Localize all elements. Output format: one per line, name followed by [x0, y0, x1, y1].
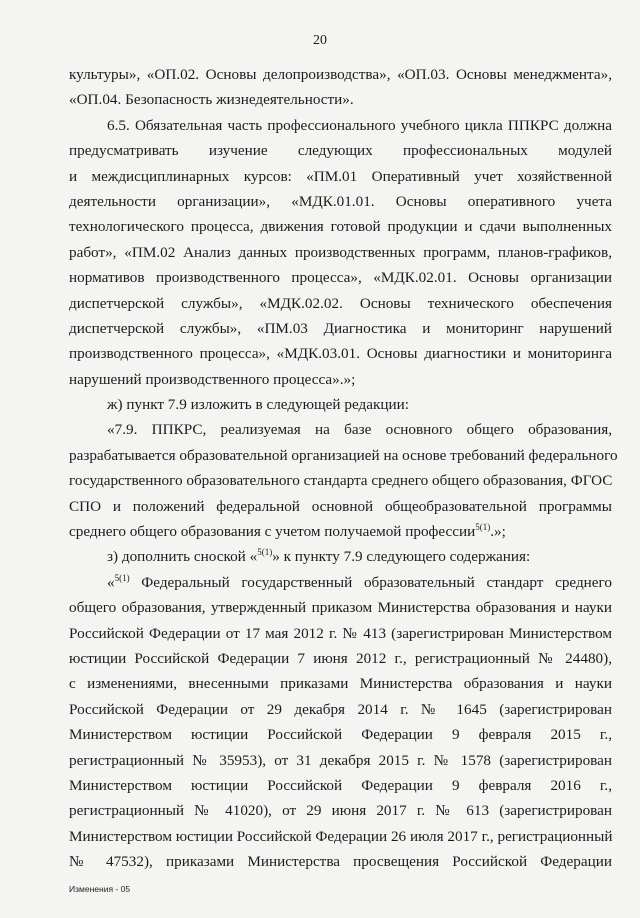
- text-line: [69, 671, 612, 696]
- text-line: [69, 367, 612, 392]
- text-line: [69, 570, 612, 595]
- text-line: [69, 773, 612, 798]
- line-text-after: » к пункту 7.9 следующего содержания:: [272, 548, 531, 566]
- text-line: [69, 62, 612, 87]
- line-text: Министерством юстиции Российской Федерации 9 февраля 2016 г.,: [69, 776, 612, 794]
- line-text: технологического процесса, движения готовой продукции и сдачи выполненных: [69, 218, 612, 236]
- document-body: [69, 62, 618, 875]
- line-text: деятельности организации», «МДК.01.01. Основы оперативного учета: [69, 192, 612, 210]
- text-line: [69, 722, 612, 747]
- line-text: производственного процесса», «МДК.03.01. Основы диагностики и мониторинга: [69, 345, 612, 363]
- text-line: [69, 417, 612, 442]
- text-line: [69, 392, 612, 417]
- line-text: Российской Федерации от 17 мая 2012 г. № 413 (зарегистрирован Министерством: [69, 624, 612, 642]
- text-line: [69, 824, 612, 849]
- text-line: [69, 265, 612, 290]
- text-line: [69, 621, 612, 646]
- line-text: культуры», «ОП.02. Основы делопроизводства», «ОП.03. Основы менеджмента»,: [69, 66, 612, 83]
- line-text: с изменениями, внесенными приказами Министерства образования и науки: [69, 675, 612, 693]
- text-line: [69, 214, 612, 239]
- footer-label: Изменения - 05: [69, 884, 131, 894]
- text-line: [69, 494, 612, 519]
- line-text: Министерством юстиции Российской Федерации 26 июля 2017 г., регистрационный: [69, 827, 613, 845]
- text-line: [69, 138, 612, 163]
- line-text: регистрационный № 35953), от 31 декабря 2015 г. № 1578 (зарегистрирован: [69, 751, 612, 769]
- line-text: среднего общего образования с учетом получаемой профессии: [69, 523, 476, 541]
- text-line: [69, 544, 612, 569]
- line-text: диспетчерской службы», «ПМ.03 Диагностика и мониторинг нарушений: [69, 319, 612, 337]
- text-line: [69, 341, 612, 366]
- line-text-after: .»;: [490, 523, 506, 541]
- text-line: [69, 291, 612, 316]
- footnote-ref: 5(1): [257, 547, 273, 558]
- text-line: [69, 164, 612, 189]
- line-text: № 47532), приказами Министерства просвещения Российской Федерации: [69, 853, 612, 871]
- footnote-ref: 5(1): [114, 572, 130, 583]
- line-text: предусматривать изучение следующих профессиональных модулей: [69, 142, 612, 160]
- text-line: [69, 240, 612, 265]
- line-text: нарушений производственного процесса».»;: [69, 370, 356, 388]
- line-text-after: Федеральный государственный образовательный стандарт среднего: [129, 573, 612, 591]
- line-text: общего образования, утвержденный приказом Министерства образования и науки: [69, 599, 612, 617]
- line-text: СПО и положений федеральной основной общеобразовательной программы: [69, 497, 612, 515]
- page-number: 20: [313, 33, 327, 48]
- text-line: [69, 849, 612, 874]
- footnote-ref: 5(1): [475, 522, 491, 533]
- line-text: работ», «ПМ.02 Анализ данных производственных программ, планов-графиков,: [69, 243, 612, 261]
- line-text: Российской Федерации от 29 декабря 2014 г. № 1645 (зарегистрирован: [69, 700, 612, 718]
- text-line: [69, 798, 612, 823]
- line-text: «7.9. ППКРС, реализуемая на базе основного общего образования,: [107, 421, 612, 439]
- text-line: [69, 189, 612, 214]
- line-text: з) дополнить сноской «: [107, 548, 258, 566]
- line-text: Министерством юстиции Российской Федерации 9 февраля 2015 г.,: [69, 726, 612, 744]
- line-text: 6.5. Обязательная часть профессионального учебного цикла ППКРС должна: [107, 116, 612, 134]
- line-text: диспетчерской службы», «МДК.02.02. Основы технического обеспечения: [69, 294, 612, 312]
- text-line: [69, 443, 618, 468]
- line-text: государственного образовательного стандарта среднего общего образования, ФГОС: [69, 472, 613, 490]
- text-line: [69, 697, 612, 722]
- text-line: [69, 468, 612, 493]
- text-line: [69, 113, 612, 138]
- line-text: «: [107, 573, 115, 591]
- text-line: [69, 519, 612, 544]
- line-text: нормативов производственного процесса», «МДК.02.01. Основы организации: [69, 269, 612, 287]
- text-line: [69, 748, 612, 773]
- line-text: разрабатывается образовательной организацией на основе требований федерального: [69, 446, 618, 464]
- text-line: [69, 316, 612, 341]
- line-text: юстиции Российской Федерации 7 июня 2012 г., регистрационный № 24480),: [69, 649, 612, 667]
- text-line: [69, 87, 612, 112]
- line-text: регистрационный № 41020), от 29 июня 2017 г. № 613 (зарегистрирован: [69, 802, 612, 820]
- line-text: «ОП.04. Безопасность жизнедеятельности».: [69, 91, 354, 109]
- line-text: ж) пункт 7.9 изложить в следующей редакции:: [107, 396, 409, 414]
- text-line: [69, 595, 612, 620]
- text-line: [69, 646, 612, 671]
- line-text: и междисциплинарных курсов: «ПМ.01 Оперативный учет хозяйственной: [69, 167, 612, 185]
